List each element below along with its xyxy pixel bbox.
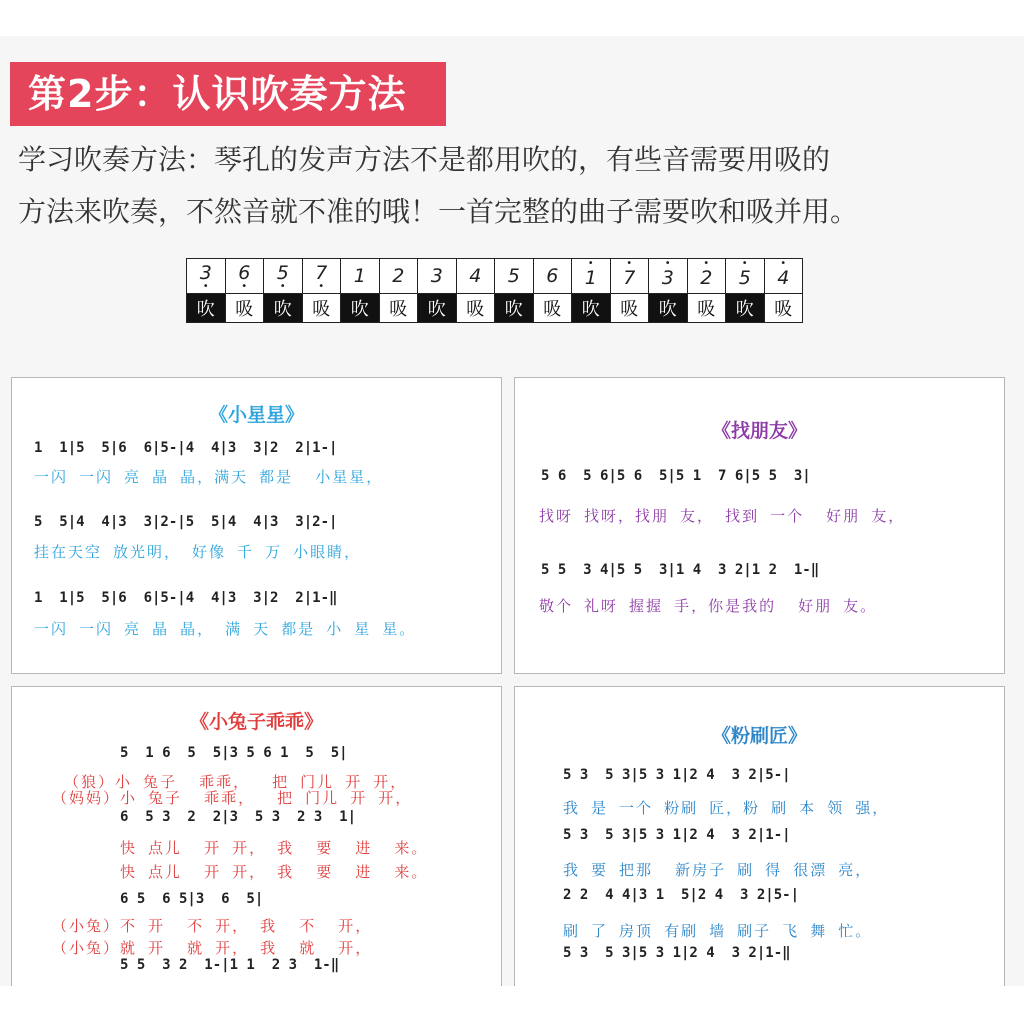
intro-line-1: 学习吹奏方法：琴孔的发声方法不是都用吹的，有些音需要用吸的 (18, 143, 831, 176)
note-cell: • 5 (726, 259, 765, 294)
lyric-line: 一闪 一闪 亮 晶 晶， 满 天 都是 小 星 星。 (34, 620, 417, 638)
song-panel-star (11, 377, 502, 674)
note-cell: 4 (456, 259, 495, 294)
note-cell: 7 • (302, 259, 341, 294)
blow-draw-chart (186, 258, 803, 323)
method-cell-draw: 吸 (456, 294, 495, 323)
method-cell-draw: 吸 (533, 294, 572, 323)
song-panel-friend (514, 377, 1005, 674)
score-line: 5 3 5 3|5 3 1|2 4 3 2|1-| (563, 827, 791, 843)
lyric-line: 找呀 找呀，找朋 友， 找到 一个 好朋 友， (539, 507, 906, 525)
lyric-line: （狼）小 兔子 乖乖， 把 门儿 开 开， (64, 773, 408, 791)
note-cell: 1 (341, 259, 380, 294)
song-title: 《粉刷匠》 (711, 725, 807, 747)
lyric-line: （妈妈）小 兔子 乖乖， 把 门儿 开 开， (52, 789, 413, 807)
lyric-line: 我 是 一个 粉刷 匠，粉 刷 本 领 强， (563, 799, 890, 817)
song-title: 《找朋友》 (711, 420, 807, 442)
method-cell-draw: 吸 (610, 294, 649, 323)
score-line: 1 1|5 5|6 6|5-|4 4|3 3|2 2|1-| (34, 440, 338, 456)
note-cell: 5 (495, 259, 534, 294)
score-line: 5 3 5 3|5 3 1|2 4 3 2|5-| (563, 767, 791, 783)
bottom-margin (0, 986, 1024, 1024)
lyric-line: 快 点儿 开 开， 我 要 进 来。 (120, 863, 429, 881)
song-title: 《小兔子乖乖》 (189, 711, 323, 733)
method-cell-blow: 吹 (572, 294, 611, 323)
method-cell-blow: 吹 (495, 294, 534, 323)
score-line: 5 1 6 5 5|3 5 6 1 5 5| (120, 745, 348, 761)
score-line: 5 3 5 3|5 3 1|2 4 3 2|1-‖ (563, 945, 791, 961)
note-cell: • 1 (572, 259, 611, 294)
method-cell-blow: 吹 (726, 294, 765, 323)
note-cell: 3 • (187, 259, 226, 294)
lyric-line: （小兔）就 开 就 开， 我 就 开， (52, 939, 373, 957)
intro-line-2: 方法来吹奏，不然音就不准的哦！一首完整的曲子需要吹和吸并用。 (18, 195, 859, 228)
song-title: 《小星星》 (208, 404, 304, 426)
lyric-line: 快 点儿 开 开， 我 要 进 来。 (120, 839, 429, 857)
lyric-line: 一闪 一闪 亮 晶 晶，满天 都是 小星星， (34, 468, 384, 486)
intro-text (18, 134, 1018, 238)
method-cell-draw: 吸 (379, 294, 418, 323)
lyric-line: 刷 了 房顶 有刷 墙 刷子 飞 舞 忙。 (563, 922, 873, 940)
song-panel-painter (514, 686, 1005, 986)
score-line: 5 6 5 6|5 6 5|5 1 7 6|5 5 3| (541, 468, 811, 484)
lyric-line: 挂在天空 放光明， 好像 千 万 小眼睛， (34, 543, 362, 561)
method-cell-draw: 吸 (764, 294, 803, 323)
note-cell: 3 (418, 259, 457, 294)
note-row (187, 259, 803, 294)
method-cell-draw: 吸 (687, 294, 726, 323)
note-cell: 6 (533, 259, 572, 294)
score-line: 2 2 4 4|3 1 5|2 4 3 2|5-| (563, 887, 800, 903)
lyric-line: 我 要 把那 新房子 刷 得 很漂 亮， (563, 861, 873, 879)
song-panel-rabbit (11, 686, 502, 986)
score-line: 6 5 6 5|3 6 5| (120, 891, 264, 907)
method-cell-blow: 吹 (187, 294, 226, 323)
note-cell: • 7 (610, 259, 649, 294)
method-cell-draw: 吸 (302, 294, 341, 323)
method-cell-blow: 吹 (341, 294, 380, 323)
method-cell-blow: 吹 (418, 294, 457, 323)
method-cell-blow: 吹 (649, 294, 688, 323)
note-cell: • 3 (649, 259, 688, 294)
score-line: 5 5 3 2 1-|1 1 2 3 1-‖ (120, 957, 340, 973)
score-line: 5 5|4 4|3 3|2-|5 5|4 4|3 3|2-| (34, 514, 338, 530)
score-line: 5 5 3 4|5 5 3|1 4 3 2|1 2 1-‖ (541, 562, 820, 578)
lyric-line: 敬个 礼呀 握握 手，你是我的 好朋 友。 (539, 597, 878, 615)
lyric-line: （小兔）不 开 不 开， 我 不 开， (52, 917, 373, 935)
score-line: 6 5 3 2 2|3 5 3 2 3 1| (120, 809, 357, 825)
note-cell: • 2 (687, 259, 726, 294)
note-cell: 2 (379, 259, 418, 294)
method-cell-blow: 吹 (264, 294, 303, 323)
note-cell: 5 • (264, 259, 303, 294)
method-cell-draw: 吸 (225, 294, 264, 323)
note-cell: • 4 (764, 259, 803, 294)
step-title-banner: 第2步：认识吹奏方法 (10, 62, 446, 126)
score-line: 1 1|5 5|6 6|5-|4 4|3 3|2 2|1-‖ (34, 590, 338, 606)
note-cell: 6 • (225, 259, 264, 294)
method-row (187, 294, 803, 323)
